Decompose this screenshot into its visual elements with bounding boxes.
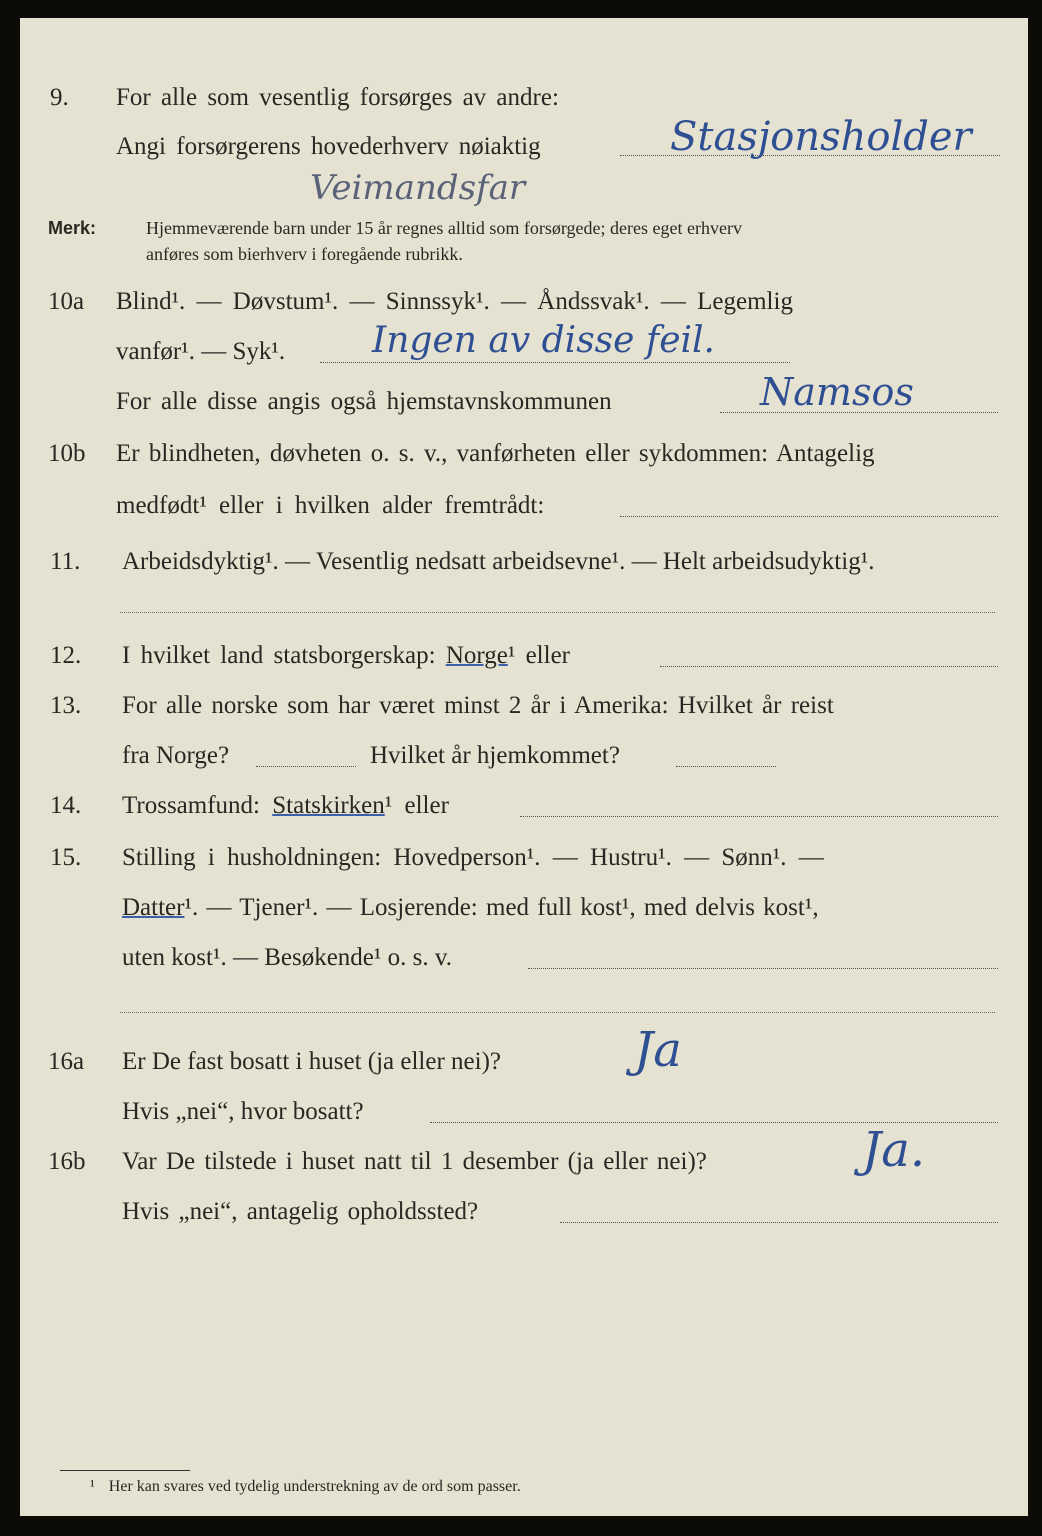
answer-line <box>660 666 998 667</box>
handwritten-answer: Ja. <box>862 1122 926 1178</box>
question-15 <box>20 844 1028 884</box>
question-text: For alle som vesentlig forsørges av andre: <box>116 84 559 111</box>
note-text: Hjemmeværende barn under 15 år regnes alltid som forsørgede; deres eget erhverv <box>146 218 742 238</box>
question-number: 16a <box>48 1048 85 1075</box>
question-text: Stilling i husholdningen: Hovedperson¹. — Hustru¹. — Sønn¹. — <box>122 844 824 871</box>
question-10b <box>20 440 1028 480</box>
question-text: Angi forsørgerens hovederhverv nøiaktig <box>116 133 541 160</box>
question-10b-line2 <box>20 492 1028 532</box>
census-form-page <box>20 18 1028 1516</box>
question-12 <box>20 642 1028 682</box>
footnote-text: Her kan svares ved tydelig understrekning av de ord som passer. <box>108 1478 521 1495</box>
question-text: Hvilket år hjemkommet? <box>370 742 620 769</box>
question-text: ¹ eller <box>507 642 570 669</box>
question-text: Hvis „nei“, antagelig opholdssted? <box>122 1198 479 1225</box>
answer-line <box>528 968 998 969</box>
answer-line <box>120 1012 995 1013</box>
question-text: medfødt¹ eller i hvilken alder fremtrådt: <box>116 492 545 519</box>
question-text: uten kost¹. — Besøkende¹ o. s. v. <box>122 944 453 971</box>
answer-line <box>120 612 995 613</box>
question-11 <box>20 548 1028 588</box>
question-text: For alle disse angis også hjemstavnskommunen <box>116 388 612 415</box>
question-number: 14. <box>50 792 82 819</box>
question-13-line2 <box>20 742 1028 782</box>
question-16b-line2 <box>20 1198 1028 1238</box>
handwritten-answer: Ja <box>634 1022 682 1078</box>
underlined-choice: Norge <box>445 642 508 669</box>
handwritten-answer: Ingen av disse feil. <box>372 320 715 361</box>
question-number: 11. <box>50 548 81 575</box>
question-text: vanfør¹. — Syk¹. <box>116 338 286 365</box>
footnote-mark: ¹ <box>90 1478 95 1495</box>
question-text: ¹. — Tjener¹. — Losjerende: med full kost¹, med delvis kost¹, <box>184 894 819 921</box>
footnote <box>90 1478 521 1496</box>
question-15-line2 <box>20 894 1028 934</box>
answer-line <box>256 766 356 767</box>
question-text: Er De fast bosatt i huset (ja eller nei)? <box>122 1048 502 1075</box>
question-text: For alle norske som har været minst 2 år i Amerika: Hvilket år reist <box>122 692 834 719</box>
question-text: Blind¹. — Døvstum¹. — Sinnssyk¹. — Åndssvak¹. — Legemlig <box>116 288 793 315</box>
question-text: Var De tilstede i huset natt til 1 desember (ja eller nei)? <box>122 1148 707 1175</box>
question-number: 15. <box>50 844 82 871</box>
question-text: Er blindheten, døvheten o. s. v., vanførheten eller sykdommen: Antagelig <box>116 440 875 467</box>
underlined-choice: Datter <box>122 894 185 921</box>
answer-line <box>620 516 998 517</box>
question-16a <box>20 1048 1028 1088</box>
question-text: Arbeidsdyktig¹. — Vesentlig nedsatt arbeidsevne¹. — Helt arbeidsudyktig¹. <box>122 548 875 575</box>
question-number: 12. <box>50 642 82 669</box>
question-text: fra Norge? <box>122 742 230 769</box>
underlined-choice: Statskirken <box>272 792 385 819</box>
question-number: 16b <box>48 1148 86 1175</box>
handwritten-answer: Veimandsfar <box>310 168 526 208</box>
handwritten-answer: Stasjonsholder <box>670 114 972 160</box>
answer-line <box>676 766 776 767</box>
answer-line <box>520 816 998 817</box>
question-text: Hvis „nei“, hvor bosatt? <box>122 1098 364 1125</box>
answer-line <box>560 1222 998 1223</box>
question-text: ¹ eller <box>384 792 449 819</box>
question-text: I hvilket land statsborgerskap: <box>122 642 436 669</box>
note-text: anføres som bierhverv i foregående rubrikk. <box>146 244 463 264</box>
question-number: 9. <box>50 84 69 111</box>
question-13 <box>20 692 1028 732</box>
question-number: 10b <box>48 440 86 467</box>
question-14 <box>20 792 1028 832</box>
note-label: Merk: <box>48 218 97 238</box>
answer-line <box>320 362 790 363</box>
question-text: Trossamfund: <box>122 792 260 819</box>
question-number: 10a <box>48 288 85 315</box>
handwritten-answer: Namsos <box>760 370 914 414</box>
question-number: 13. <box>50 692 82 719</box>
question-15-line3 <box>20 944 1028 984</box>
footnote-rule <box>60 1470 190 1471</box>
